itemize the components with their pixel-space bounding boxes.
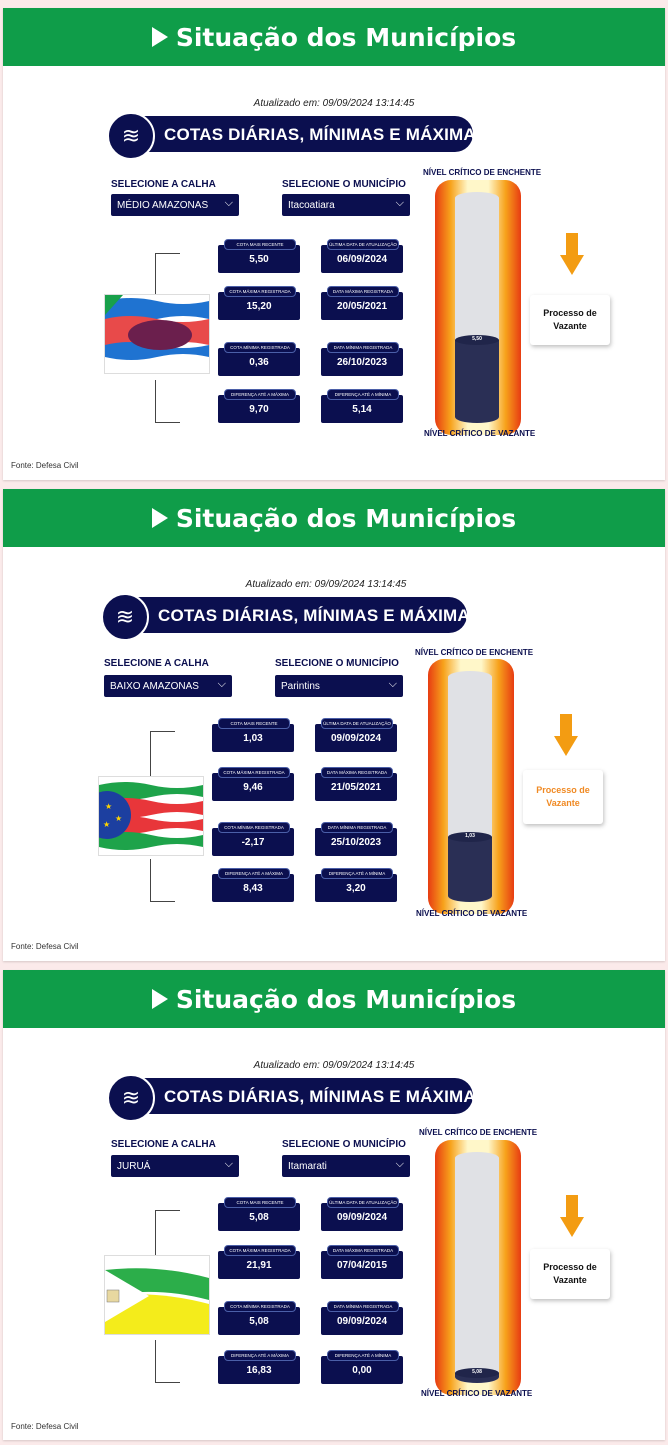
stat-card	[218, 1200, 300, 1231]
gauge-fill	[455, 336, 499, 423]
section-banner	[3, 489, 665, 547]
calha-label: SELECIONE A CALHA	[111, 1139, 216, 1150]
stat-value: 06/09/2024	[336, 254, 388, 265]
stat-label: COTA MÁXIMA REGISTRADA	[224, 286, 296, 297]
updated-timestamp: Atualizado em: 09/09/2024 13:14:45	[253, 98, 415, 109]
stat-value: -2,17	[241, 837, 265, 848]
chevron-down-icon: ⌵	[395, 1158, 404, 1170]
stat-card	[212, 825, 294, 856]
enchente-label: NÍVEL CRÍTICO DE ENCHENTE	[415, 648, 534, 657]
stat-card	[212, 721, 294, 752]
municipio-label: SELECIONE O MUNICÍPIO	[282, 179, 406, 190]
calha-select[interactable]	[104, 675, 232, 697]
vazante-label: NÍVEL CRÍTICO DE VAZANTE	[421, 1389, 533, 1398]
stat-label: DATA MÍNIMA REGISTRADA	[327, 1301, 399, 1312]
chevron-down-icon: ⌵	[388, 678, 397, 690]
stat-card	[218, 1248, 300, 1279]
svg-text:★: ★	[103, 820, 111, 829]
stat-label: ÚLTIMA DATA DE ATUALIZAÇÃO	[327, 239, 399, 250]
calha-label: SELECIONE A CALHA	[104, 658, 209, 669]
enchente-label: NÍVEL CRÍTICO DE ENCHENTE	[423, 168, 542, 177]
play-icon	[152, 989, 168, 1009]
stat-value: 5,50	[249, 254, 269, 265]
water-waves-icon: ≋	[101, 593, 149, 641]
status-box	[530, 295, 610, 345]
bracket-top	[150, 731, 175, 776]
stat-label: DIFERENÇA ATÉ A MÁXIMA	[224, 1350, 296, 1361]
municipio-value: Itamarati	[288, 1161, 327, 1172]
stat-card	[315, 721, 397, 752]
water-waves-icon: ≋	[107, 112, 155, 160]
level-gauge	[435, 1140, 521, 1395]
stat-card	[218, 392, 300, 423]
stat-label: ÚLTIMA DATA DE ATUALIZAÇÃO	[321, 718, 393, 729]
play-icon	[152, 27, 168, 47]
status-box	[523, 770, 603, 824]
municipio-value: Parintins	[281, 681, 320, 692]
gauge-level-value: 1,03	[465, 833, 475, 839]
stat-value: 26/10/2023	[336, 357, 388, 368]
stat-card	[315, 871, 397, 902]
chevron-down-icon: ⌵	[224, 1158, 233, 1170]
stat-label: DIFERENÇA ATÉ A MÍNIMA	[327, 1350, 399, 1361]
updated-timestamp: Atualizado em: 09/09/2024 13:14:45	[245, 579, 407, 590]
dashboard-title: COTAS DIÁRIAS, MÍNIMAS E MÁXIMAS	[164, 125, 488, 144]
bracket-bottom	[155, 380, 180, 423]
status-text: Processo de Vazante	[536, 785, 590, 808]
stat-card	[218, 1304, 300, 1335]
stat-label: DIFERENÇA ATÉ A MÁXIMA	[224, 389, 296, 400]
municipio-label: SELECIONE O MUNICÍPIO	[282, 1139, 406, 1150]
stat-label: COTA MAIS RECENTE	[224, 239, 296, 250]
municipio-flag	[98, 776, 204, 856]
stat-card	[321, 392, 403, 423]
municipio-value: Itacoatiara	[288, 200, 335, 211]
stat-card	[218, 289, 300, 320]
stat-label: DIFERENÇA ATÉ A MÍNIMA	[327, 389, 399, 400]
status-text: Processo de Vazante	[543, 308, 597, 331]
stat-card	[218, 242, 300, 273]
status-text: Processo de Vazante	[543, 1262, 597, 1285]
stat-card	[212, 770, 294, 801]
stat-value: 5,08	[249, 1316, 269, 1327]
stat-label: DATA MÁXIMA REGISTRADA	[327, 286, 399, 297]
stat-value: 20/05/2021	[336, 301, 388, 312]
stat-value: 21/05/2021	[330, 782, 382, 793]
municipio-select[interactable]	[282, 194, 410, 216]
stat-label: DATA MÁXIMA REGISTRADA	[327, 1245, 399, 1256]
banner-title: Situação dos Municípios	[175, 22, 517, 52]
source-note: Fonte: Defesa Civil	[11, 461, 79, 470]
stat-label: DIFERENÇA ATÉ A MÁXIMA	[218, 868, 290, 879]
stat-label: ÚLTIMA DATA DE ATUALIZAÇÃO	[327, 1197, 399, 1208]
stat-card	[321, 289, 403, 320]
stat-card	[321, 242, 403, 273]
municipio-panel-2	[3, 489, 665, 961]
arrow-down-icon	[554, 714, 578, 758]
bracket-top	[155, 1210, 180, 1255]
stat-card	[321, 345, 403, 376]
bracket-bottom	[155, 1340, 180, 1383]
enchente-label: NÍVEL CRÍTICO DE ENCHENTE	[419, 1128, 538, 1137]
stat-card	[218, 345, 300, 376]
svg-text:★: ★	[115, 814, 123, 823]
stat-card	[315, 825, 397, 856]
dashboard-title: COTAS DIÁRIAS, MÍNIMAS E MÁXIMAS	[164, 1087, 488, 1106]
stat-value: 5,08	[249, 1212, 269, 1223]
stat-value: 3,20	[346, 883, 366, 894]
updated-timestamp: Atualizado em: 09/09/2024 13:14:45	[253, 1060, 415, 1071]
stat-value: 15,20	[246, 301, 272, 312]
dashboard-title-bar	[109, 116, 488, 152]
stat-value: 0,00	[352, 1365, 372, 1376]
vazante-label: NÍVEL CRÍTICO DE VAZANTE	[416, 909, 528, 918]
stat-value: 0,36	[249, 357, 269, 368]
gauge-tube	[455, 192, 499, 423]
calha-label: SELECIONE A CALHA	[111, 179, 216, 190]
stat-label: COTA MÁXIMA REGISTRADA	[224, 1245, 296, 1256]
banner-title: Situação dos Municípios	[175, 984, 517, 1014]
chevron-down-icon: ⌵	[395, 197, 404, 209]
section-banner	[3, 970, 665, 1028]
arrow-down-icon	[560, 1195, 584, 1239]
calha-select[interactable]	[111, 194, 239, 216]
stat-value: 8,43	[243, 883, 263, 894]
dashboard-title: COTAS DIÁRIAS, MÍNIMAS E MÁXIMAS	[158, 606, 482, 625]
level-gauge	[428, 659, 514, 914]
stat-label: COTA MAIS RECENTE	[218, 718, 290, 729]
calha-value: JURUÁ	[117, 1161, 151, 1172]
stat-value: 09/09/2024	[336, 1316, 388, 1327]
municipio-flag	[104, 1255, 210, 1335]
stat-value: 25/10/2023	[330, 837, 382, 848]
gauge-fill	[448, 833, 492, 902]
municipio-label: SELECIONE O MUNICÍPIO	[275, 658, 399, 669]
banner-title: Situação dos Municípios	[175, 503, 517, 533]
stat-card	[212, 871, 294, 902]
stat-label: COTA MÁXIMA REGISTRADA	[218, 767, 290, 778]
stat-value: 09/09/2024	[330, 733, 382, 744]
bracket-top	[155, 253, 180, 294]
gauge-tube	[448, 671, 492, 902]
dashboard-title-bar	[103, 597, 482, 633]
water-waves-icon: ≋	[107, 1074, 155, 1122]
gauge-level-value: 5,50	[472, 336, 482, 342]
stat-value: 9,70	[249, 404, 269, 415]
stat-value: 5,14	[352, 404, 372, 415]
bracket-bottom	[150, 859, 175, 902]
stat-card	[321, 1200, 403, 1231]
level-gauge	[435, 180, 521, 435]
municipio-flag	[104, 294, 210, 374]
gauge-tube	[455, 1152, 499, 1383]
stat-label: COTA MÍNIMA REGISTRADA	[224, 342, 296, 353]
stat-label: COTA MÍNIMA REGISTRADA	[224, 1301, 296, 1312]
chevron-down-icon: ⌵	[224, 197, 233, 209]
stat-label: DATA MÍNIMA REGISTRADA	[321, 822, 393, 833]
stat-label: COTA MAIS RECENTE	[224, 1197, 296, 1208]
stat-card	[321, 1353, 403, 1384]
source-note: Fonte: Defesa Civil	[11, 1422, 79, 1431]
calha-value: MÉDIO AMAZONAS	[117, 200, 209, 211]
stat-card	[321, 1248, 403, 1279]
municipio-panel-1	[3, 8, 665, 480]
gauge-level-value: 5,08	[472, 1369, 482, 1375]
stat-card	[218, 1353, 300, 1384]
play-icon	[152, 508, 168, 528]
status-box	[530, 1249, 610, 1299]
calha-select[interactable]	[111, 1155, 239, 1177]
municipio-select[interactable]	[275, 675, 403, 697]
stat-card	[321, 1304, 403, 1335]
chevron-down-icon: ⌵	[217, 678, 226, 690]
stat-value: 1,03	[243, 733, 263, 744]
municipio-panel-3	[3, 970, 665, 1440]
stat-label: DATA MÁXIMA REGISTRADA	[321, 767, 393, 778]
calha-value: BAIXO AMAZONAS	[110, 681, 199, 692]
stat-card	[315, 770, 397, 801]
stat-value: 09/09/2024	[336, 1212, 388, 1223]
dashboard-title-bar	[109, 1078, 488, 1114]
stat-label: DATA MÍNIMA REGISTRADA	[327, 342, 399, 353]
vazante-label: NÍVEL CRÍTICO DE VAZANTE	[424, 429, 536, 438]
svg-text:★: ★	[105, 802, 113, 811]
arrow-down-icon	[560, 233, 584, 277]
gauge-fill	[455, 1369, 499, 1383]
stat-label: COTA MÍNIMA REGISTRADA	[218, 822, 290, 833]
stat-value: 21,91	[246, 1260, 272, 1271]
stat-value: 16,83	[246, 1365, 272, 1376]
source-note: Fonte: Defesa Civil	[11, 942, 79, 951]
stat-value: 07/04/2015	[336, 1260, 388, 1271]
stat-value: 9,46	[243, 782, 263, 793]
section-banner	[3, 8, 665, 66]
municipio-select[interactable]	[282, 1155, 410, 1177]
stat-label: DIFERENÇA ATÉ A MÍNIMA	[321, 868, 393, 879]
